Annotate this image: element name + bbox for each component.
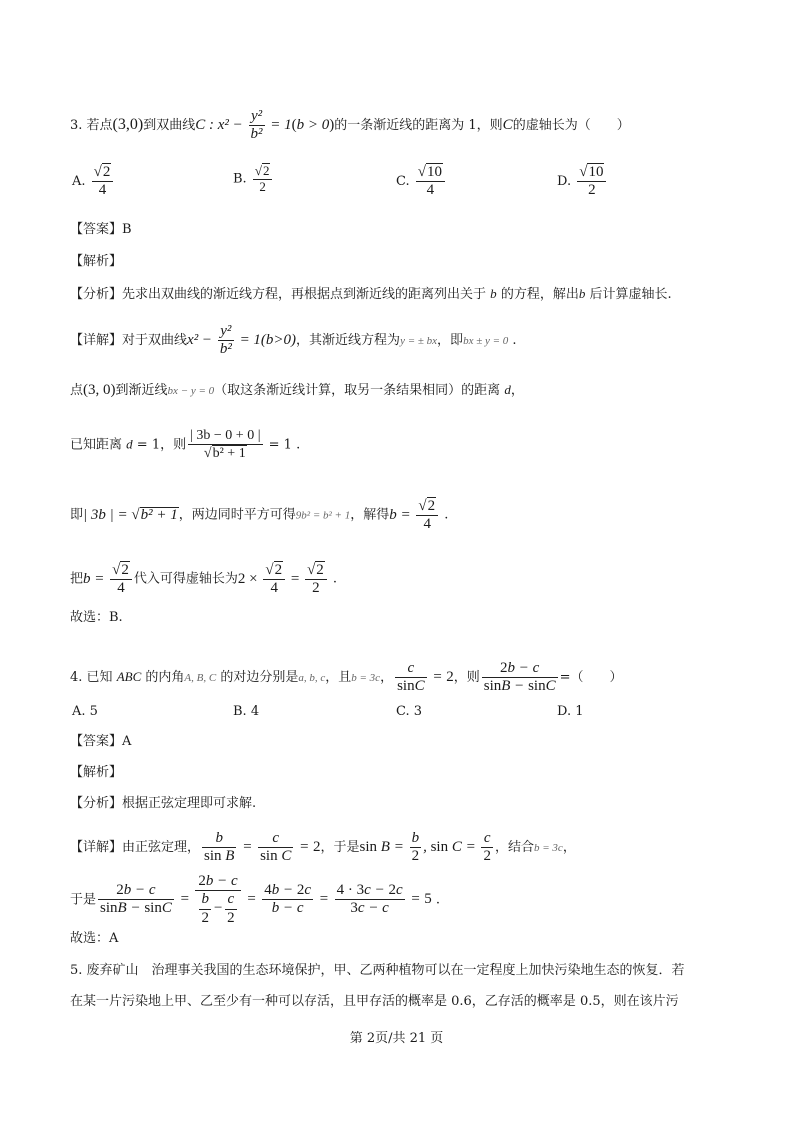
q3-point: (3,0) — [112, 116, 144, 134]
detail2-text-a: 点 — [70, 383, 84, 398]
detail4-text-b: ，两边同时平方可得 — [178, 507, 296, 523]
q4-option-c: C. 3 — [396, 704, 423, 719]
detail5-text-b: 代入可得虚轴长为 — [133, 571, 238, 587]
q4-conclusion: 故选：A — [70, 931, 119, 946]
q4-option-a: A. 5 — [72, 704, 98, 719]
fenxi-text-b: 的方程，解出 — [500, 287, 579, 302]
detail-text-c: ，结合 — [494, 840, 534, 856]
q3-detail-5: 把b = $\frac{√2}{4}$ 代入可得虚轴长为2 × $\frac{√2}{4}$ = $\frac{√2}{2}$ . — [70, 562, 338, 597]
detail2-text-a: 于是 — [70, 892, 97, 908]
q3-detail-1: 【详解】对于双曲线x² − $\frac{\text{y²}}{\text{b²}}$ = 1(b>0)，其渐近线方程为y = ± bx，即bx ± y = 0 . — [70, 323, 517, 358]
q4-analysis-title: 【解析】 — [70, 765, 123, 780]
q4-option-b: B. 4 — [233, 704, 260, 719]
q3-conclusion: 故选：B. — [70, 610, 123, 625]
detail2-text-c: （取这条渐近线计算，取另一条结果相同）的距离 — [214, 383, 501, 398]
detail4-text-a: 即 — [70, 507, 84, 523]
q4-detail-1: 【详解】由正弦定理， $\frac{b}{\text{sin B}}$ = $\frac{c}{\text{sin C}}$ = 2，于是sin B = $\frac{b}{2}$ , sin C = $\frac{c}{2}$ ，结合b = 3c， — [70, 830, 576, 865]
q3-detail-3: 已知距离 d = 1，则 $\frac{| 3b - 0 + 0 |}{\text{√b² + 1}}$ = 1 . — [70, 428, 301, 462]
option-label: A. — [72, 173, 86, 189]
q4-stem-e: ，则 — [453, 670, 480, 686]
q5-line-2: 在某一片污染地上甲、乙至少有一种可以存活，且甲存活的概率是 0.6，乙存活的概率是 0.5，则在该片污 — [70, 994, 679, 1009]
detail5-text-a: 把 — [70, 571, 84, 587]
curve-name: C — [195, 117, 206, 134]
q3-stem-text-b: 到双曲线 — [143, 118, 196, 134]
detail-text-a: 由正弦定理， — [122, 840, 201, 856]
q3-analysis-title: 【解析】 — [70, 254, 123, 269]
option-label: D. — [557, 173, 572, 189]
q3-equation: C : x² − $\frac{\text{y²}}{\text{b²}}$ = 1(b > 0) — [195, 108, 335, 143]
detail-text-b: ，于是 — [320, 840, 360, 856]
detail-text-a: 对于双曲线 — [122, 333, 188, 349]
q3-stem — [70, 108, 630, 144]
q3-option-b: B. $\frac{√2}{2}$ — [233, 163, 274, 195]
q3-stem-text-d: 的虚轴长为（ ） — [512, 118, 630, 134]
fenxi-text-a: 先求出双曲线的渐近线方程，再根据点到渐近线的距离列出关于 — [122, 287, 487, 302]
detail3-text-b: ，则 — [160, 437, 187, 453]
answer-value: B — [122, 222, 132, 237]
fenxi-text-c: 后计算虚轴长. — [589, 287, 672, 302]
detail-text-c: ，即 — [437, 333, 464, 349]
detail-label: 【详解】 — [70, 333, 123, 349]
detail2-text-b: 到渐近线 — [115, 383, 168, 398]
q3-option-a: A. $\frac{√2}{4}$ — [72, 163, 115, 200]
option-label: B. — [233, 171, 247, 187]
q3-option-c: C. $\frac{√10}{4}$ — [396, 163, 447, 200]
detail-text-b: ，其渐近线方程为 — [296, 333, 401, 349]
q4-angles: A, B, C — [184, 672, 217, 685]
q3-detail-2: 点(3, 0)到渐近线bx − y = 0（取这条渐近线计算，取另一条结果相同）的距离 d， — [70, 382, 524, 398]
q4-sides: a, b, c — [298, 672, 326, 685]
q4-stem-c: 的对边分别是 — [220, 670, 299, 686]
fenxi-label: 【分析】 — [70, 287, 123, 302]
answer-value: A — [122, 734, 132, 749]
detail3-text-a: 已知距离 — [70, 437, 123, 453]
q4-stem-a: 4. 已知 — [70, 670, 113, 686]
q4-stem-f: =（ ） — [559, 670, 623, 686]
answer-label: 【答案】 — [70, 222, 123, 237]
q5-line-1: 5. 废弃矿山 治理事关我国的生态环境保护，甲、乙两种植物可以在一定程度上加快污染地生态的恢复．若 — [70, 963, 685, 978]
option-label: C. — [396, 173, 410, 189]
q4-detail-2: 于是 $\frac{2b - c}{\sin B - \sin C}$ = 2b − c $\frac{b}{2}$ − $\frac{c}{2}$ = $\frac{4b - 2c}{b - c}$ = $\frac{4 \cdot 3c - 2c}{3c - c}$ = 5 . — [70, 873, 440, 926]
curve-name-ref: C — [502, 117, 513, 134]
q4-triangle: ABC — [116, 669, 142, 685]
detail-label: 【详解】 — [70, 840, 123, 856]
q4-fenxi — [70, 797, 256, 810]
q4-option-d: D. 1 — [557, 704, 584, 719]
q3-fenxi: 【分析】先求出双曲线的渐近线方程，再根据点到渐近线的距离列出关于 b 的方程，解出b 后计算虚轴长. — [70, 286, 672, 302]
q3-stem-text-c: 的一条渐近线的距离为 1，则 — [334, 118, 503, 134]
q3-option-d: D. $\frac{√10}{2}$ — [557, 163, 608, 200]
detail4-text-c: ，解得 — [350, 507, 390, 523]
q3-stem-text: 3. 若点 — [70, 118, 113, 134]
q3-detail-4: 即| 3b | = √b² + 1，两边同时平方可得9b² = b² + 1，解得b = $\frac{√2}{4}$ . — [70, 498, 449, 533]
q4-stem: 4. 已知 ABC 的内角A, B, C 的对边分别是a, b, c，且b = 3c， $\frac{c}{\sin C}$ = 2，则 $\frac{2b - c}{\sin B - \sin C}$ =（ ） — [70, 660, 623, 695]
q4-answer — [70, 735, 131, 748]
answer-label: 【答案】 — [70, 734, 123, 749]
page-footer: 第 2页/共 21 页 — [349, 1031, 444, 1046]
q4-cond1: b = 3c — [351, 672, 381, 685]
fenxi-label: 【分析】 — [70, 796, 123, 811]
q4-stem-d: ，且 — [325, 670, 352, 686]
q3-answer — [70, 223, 132, 236]
fenxi-text: 根据正弦定理即可求解. — [122, 796, 257, 811]
q4-stem-b: 的内角 — [145, 670, 185, 686]
